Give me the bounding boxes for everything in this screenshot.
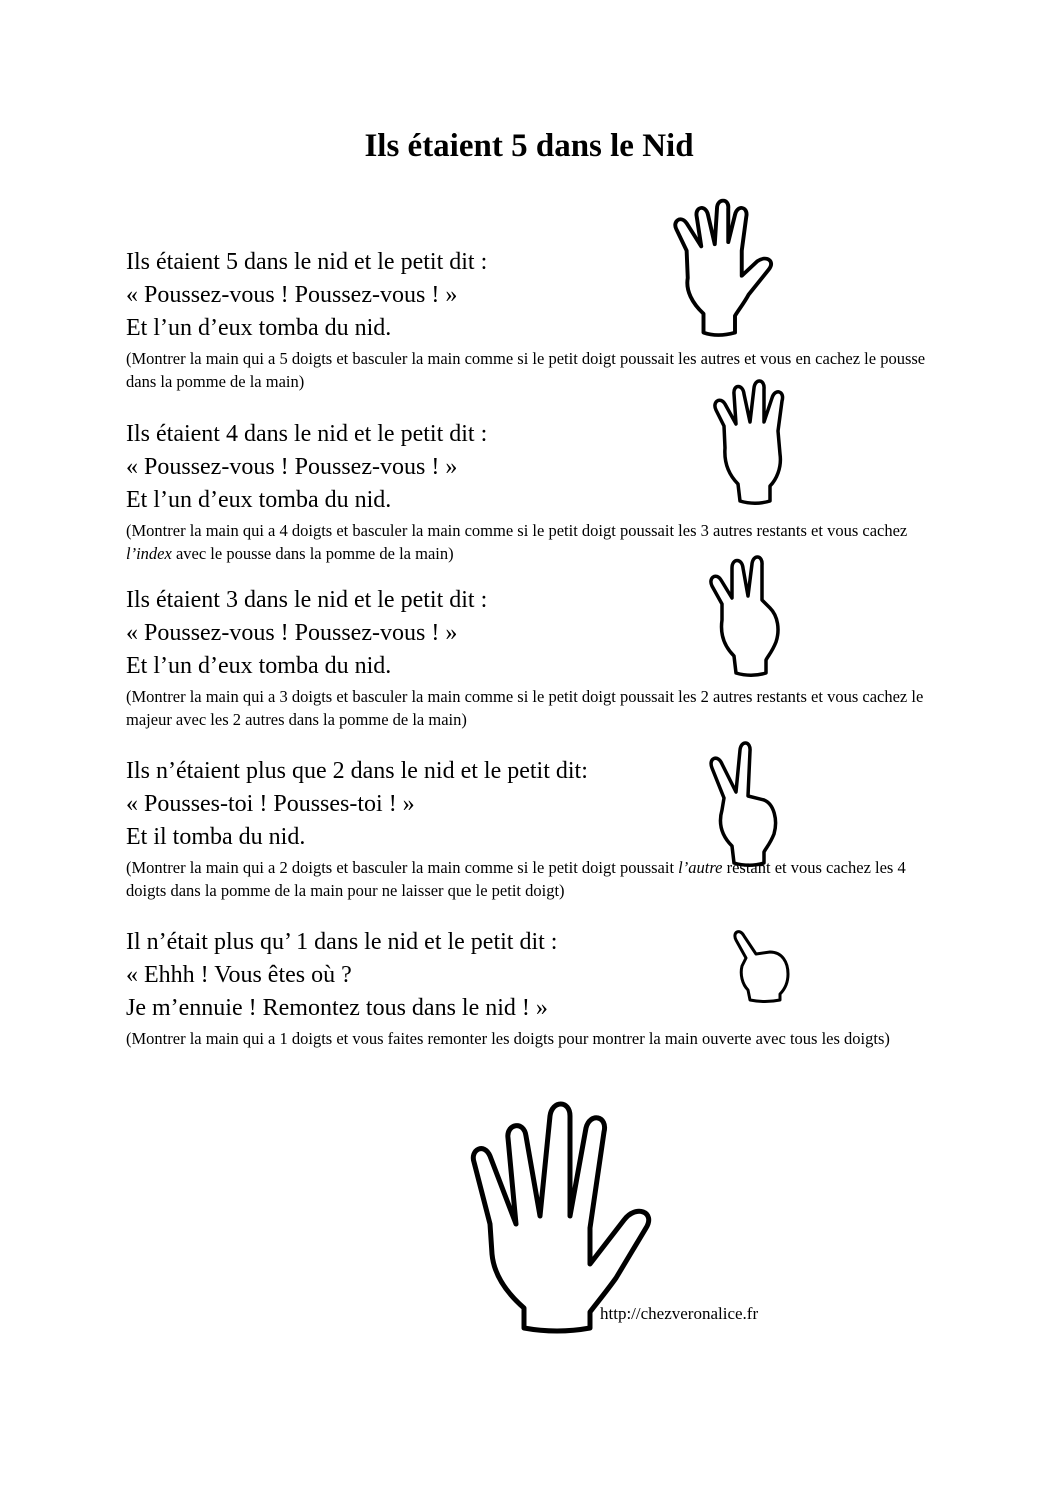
instruction-text: (Montrer la main qui a 2 doigts et basculer la main comme si le petit doigt poussait xyxy=(126,858,679,877)
stanza-instruction xyxy=(126,1027,926,1050)
instruction-emphasis: l’autre xyxy=(678,858,723,877)
stanza-line: Et l’un d’eux tomba du nid. xyxy=(126,315,392,341)
stanza-line: « Ehhh ! Vous êtes où ? xyxy=(126,962,352,988)
instruction-text: avec le pousse dans la pomme de la main) xyxy=(171,544,454,563)
hand-5-fingers-icon xyxy=(672,198,807,340)
page-title: Ils étaient 5 dans le Nid xyxy=(364,128,694,164)
open-hand-icon xyxy=(466,1096,710,1332)
stanza-line: Et l’un d’eux tomba du nid. xyxy=(126,487,392,513)
stanza-line: Je m’ennuie ! Remontez tous dans le nid ! » xyxy=(126,995,548,1021)
hand-3-fingers-icon xyxy=(706,548,802,678)
website-link[interactable]: http://chezveronalice.fr xyxy=(600,1304,759,1323)
stanza-5 xyxy=(126,926,926,1050)
instruction-text: (Montrer la main qui a 4 doigts et basculer la main comme si le petit doigt poussait les 3 autres restants et vous cachez xyxy=(126,521,908,540)
stanza-instruction xyxy=(126,519,926,565)
instruction-text: (Montrer la main qui a 1 doigts et vous faites remonter les doigts pour montrer la main ouverte avec tous les doigts) xyxy=(126,1029,890,1048)
stanza-line: Ils étaient 3 dans le nid et le petit dit : xyxy=(126,587,488,613)
stanza-line: « Poussez-vous ! Poussez-vous ! » xyxy=(126,282,458,308)
stanza-instruction xyxy=(126,856,926,902)
hand-2-fingers-icon xyxy=(706,738,802,868)
instruction-text: (Montrer la main qui a 3 doigts et basculer la main comme si le petit doigt poussait les 2 autres restants et vous cachez le majeur avec les 2 autres dans la pomme de la main) xyxy=(126,687,924,729)
stanza-line: Et l’un d’eux tomba du nid. xyxy=(126,653,392,679)
stanza-line: Il n’était plus qu’ 1 dans le nid et le petit dit : xyxy=(126,929,558,955)
instruction-text: (Montrer la main qui a 5 doigts et basculer la main comme si le petit doigt poussait les autres et vous en cachez le pousse dans la pomme de la main) xyxy=(126,349,926,391)
stanza-line: « Poussez-vous ! Poussez-vous ! » xyxy=(126,454,458,480)
stanza-instruction xyxy=(126,685,926,731)
stanza-line: Ils n’étaient plus que 2 dans le nid et le petit dit: xyxy=(126,758,588,784)
stanza-4 xyxy=(126,755,926,902)
stanza-line: Ils étaient 5 dans le nid et le petit dit : xyxy=(126,249,488,275)
stanza-line: « Pousses-toi ! Pousses-toi ! » xyxy=(126,791,415,817)
instruction-emphasis: l’index xyxy=(126,544,172,563)
hand-4-fingers-icon xyxy=(710,376,810,506)
hand-1-finger-icon xyxy=(732,928,794,1004)
instruction-text: restant et vous cachez les 4 doigts dans la pomme de la main pour ne laisser que le petit doigt) xyxy=(126,858,906,900)
stanza-line: Et il tomba du nid. xyxy=(126,824,306,850)
stanza-line: « Poussez-vous ! Poussez-vous ! » xyxy=(126,620,458,646)
stanza-line: Ils étaient 4 dans le nid et le petit dit : xyxy=(126,421,488,447)
stanza-3 xyxy=(126,584,926,731)
